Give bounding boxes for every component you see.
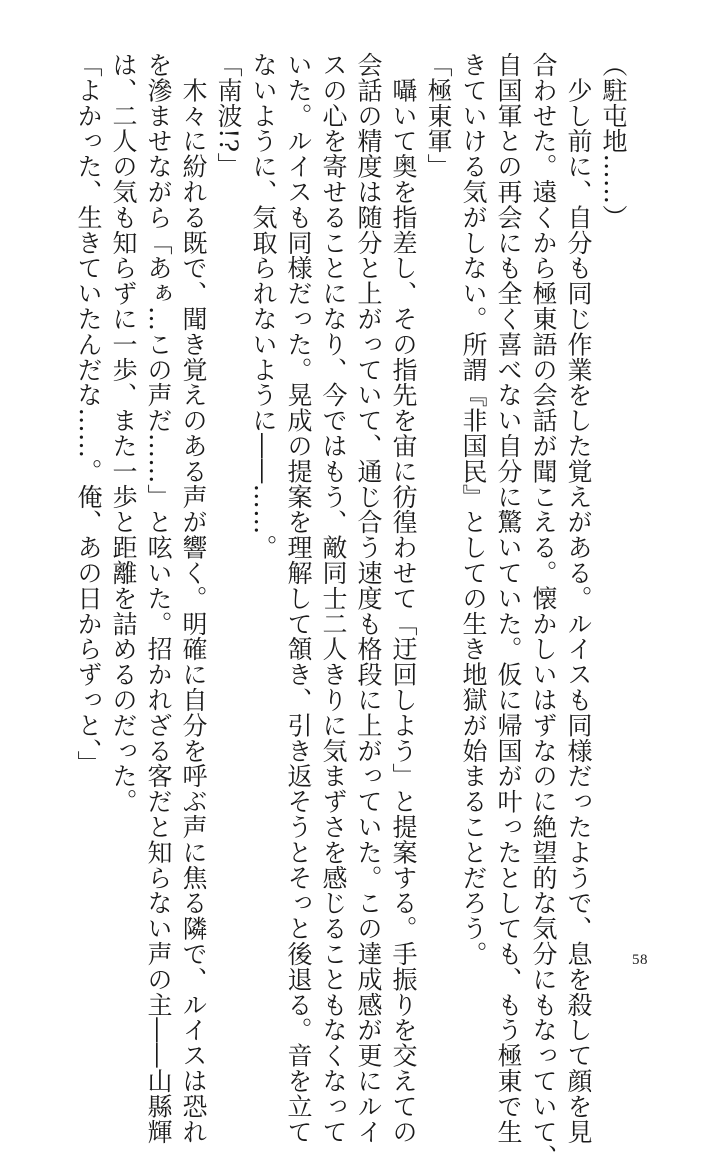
text-line: ないように、気取られないように――……。 xyxy=(249,52,278,560)
text-line: は、二人の気も知らずに一歩、また一歩と距離を詰めるのだった。 xyxy=(109,52,138,814)
text-line: を滲ませながら「あぁ…この声だ……」と呟いた。招かれざる客だと知らない声の主――山縣輝 xyxy=(144,52,173,1145)
text-line: きていける気がしない。所謂『非国民』としての生き地獄が始まることだろう。 xyxy=(459,52,488,967)
text-line: 「南波!?」 xyxy=(214,52,243,178)
text-line: 自国軍との再会にも全く喜べない自分に驚いていた。仮に帰国が叶ったとしても、もう極東で生 xyxy=(494,52,523,1145)
text-line: 少し前に、自分も同じ作業をした覚えがある。ルイスも同様だったようで、息を殺して顔を見 xyxy=(564,52,593,1145)
text-line: 会話の精度は随分と上がっていて、通じ合う速度も格段に上がっていた。この達成感が更にルイ xyxy=(354,52,383,1145)
text-line: スの心を寄せることになり、今ではもう、敵同士二人きりに気まずさを感じることもなくなって xyxy=(319,52,348,1145)
vertical-text-body xyxy=(71,52,631,1170)
text-line: 「よかった、生きていたんだな……。俺、あの日からずっと、」 xyxy=(74,52,103,777)
text-line: 合わせた。遠くから極東語の会話が聞こえる。懐かしいはずなのに絶望的な気分にもなっていて、 xyxy=(529,52,558,1170)
page-number: 58 xyxy=(632,952,648,968)
text-line: 木々に紛れる既で、聞き覚えのある声が響く。明確に自分を呼ぶ声に焦る隣で、ルイスは恐れ xyxy=(179,52,208,1145)
text-line: いた。ルイスも同様だった。晃成の提案を理解して頷き、引き返そうとそっと後退る。音を立て xyxy=(284,52,313,1145)
text-line: （駐屯地……） xyxy=(599,52,628,230)
text-line: 囁いて奥を指差し、その指先を宙に彷徨わせて「迂回しよう」と提案する。手振りを交えての xyxy=(389,52,418,1145)
text-line: 「極東軍」 xyxy=(424,52,453,179)
